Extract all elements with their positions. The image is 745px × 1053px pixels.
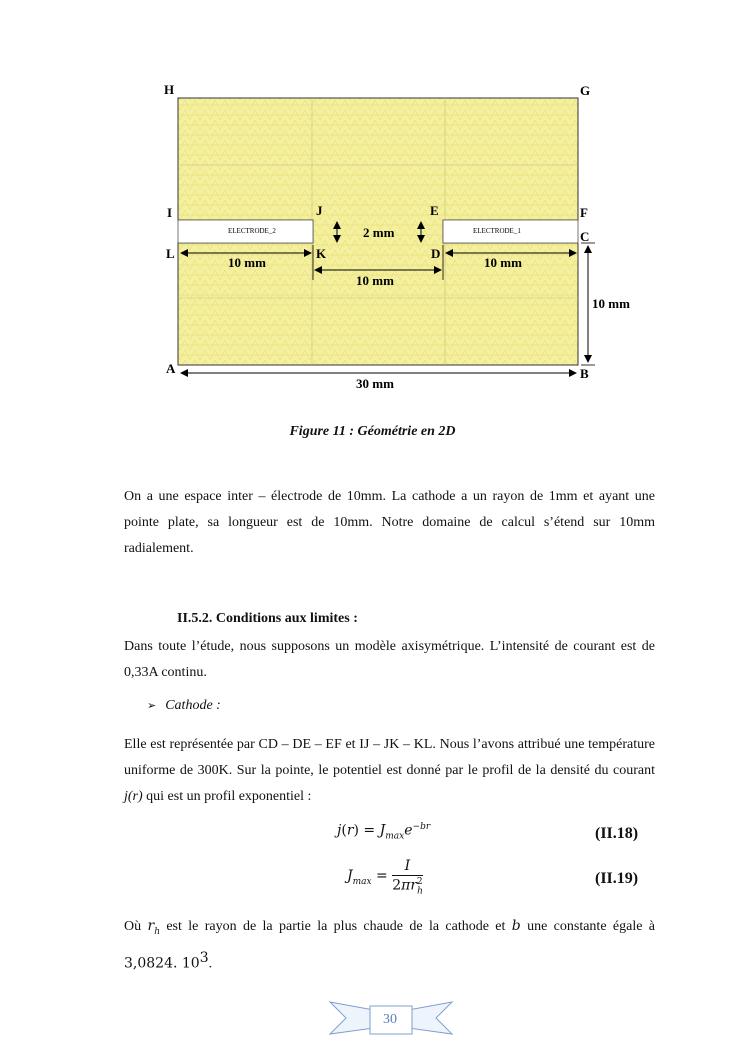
equation-ii19: $J_{max}$ = $\frac{I}{2\pi r_h^2}$ (347, 858, 423, 897)
label-K: K (316, 246, 327, 261)
paragraph-2: Dans toute l’étude, nous supposons un modèle axisymétrique. L’intensité de courant est de 0,33A continu. (124, 639, 655, 680)
page-number: 30 (383, 1012, 397, 1027)
label-A: A (166, 361, 176, 376)
jr-symbol: j(r) (124, 789, 143, 804)
dim-total-label: 30 mm (356, 376, 394, 391)
dim-right-label: 10 mm (484, 255, 522, 270)
paragraph-1: On a une espace inter – électrode de 10mm. La cathode a un rayon de 1mm et ayant une pointe plate, sa longueur est de 10mm. Notre domaine de calcul s’étend sur 10mm radialement. (124, 489, 655, 556)
label-B: B (580, 366, 589, 381)
dim-center-label: 10 mm (356, 273, 394, 288)
electrode-right-label: ELECTRODE_1 (473, 227, 521, 235)
equation-number-ii18: (II.18) (595, 825, 639, 842)
label-I: I (167, 205, 173, 220)
electrode-left-label: ELECTRODE_2 (228, 227, 276, 235)
dim-gap-label: 2 mm (363, 225, 395, 240)
paragraph-3: Elle est représentée par CD – DE – EF et IJ – JK – KL. Nous l’avons attribué une température uniforme de 300K. Sur la pointe, le potentiel est donné par le profil de la densité du courant j(r) qui est un profil exponentiel : (124, 737, 655, 804)
label-G: G (580, 83, 591, 98)
section-heading: II.5.2. Conditions aux limites : (177, 611, 358, 626)
figure-caption: Figure 11 : Géométrie en 2D (289, 424, 456, 439)
label-H: H (164, 82, 175, 97)
label-J: J (316, 203, 323, 218)
bullet-arrow-icon: ➢ (147, 699, 157, 712)
dim-left-label: 10 mm (228, 255, 266, 270)
equation-ii18: $j(r) = J_{max}e^{-br}$ (337, 822, 431, 842)
equation-number-ii19: (II.19) (595, 870, 639, 887)
label-L: L (166, 246, 175, 261)
paragraph-4: Où $r_h$ est le rayon de la partie la plus chaude de la cathode et b une constante égale à 3,0824. $10^3$. (124, 918, 655, 972)
bullet-cathode (147, 698, 221, 714)
geometry-figure (0, 0, 745, 410)
label-E: E (430, 203, 439, 218)
label-D: D (431, 246, 441, 261)
label-C: C (580, 229, 590, 244)
label-F: F (580, 205, 588, 220)
bullet-text: Cathode : (165, 698, 221, 713)
dim-height-label: 10 mm (592, 296, 630, 311)
